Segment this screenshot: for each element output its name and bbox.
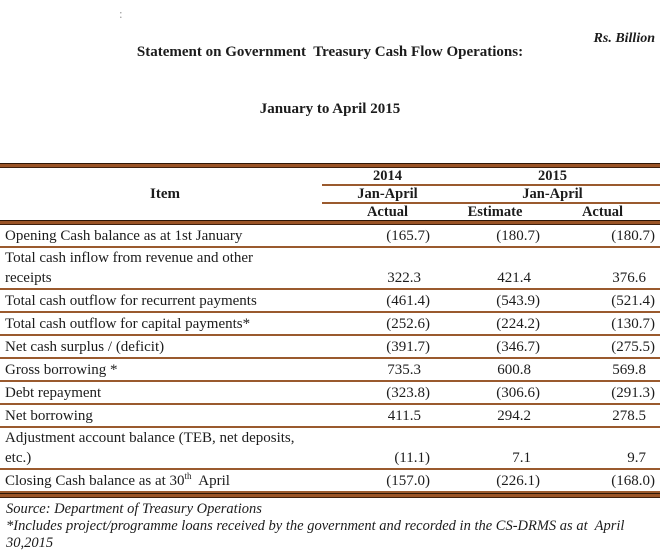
row-value: 569.8 (612, 362, 646, 378)
table-row (0, 313, 660, 336)
table-footer (0, 498, 660, 552)
table-row (0, 336, 660, 359)
table-row (0, 382, 660, 405)
table-body (0, 225, 660, 493)
header-year-columns (330, 168, 660, 220)
row-value: (226.1) (496, 473, 540, 489)
row-item-label: Net cash surplus / (deficit) (5, 339, 165, 355)
title-line-1: Statement on Government Treasury Cash Flow Operations: (136, 44, 524, 60)
row-value: 9.7 (627, 450, 646, 466)
row-value: (461.4) (386, 293, 430, 309)
row-value: (306.6) (496, 385, 540, 401)
row-value: 376.6 (612, 270, 646, 286)
period-header-2014: Jan-April (357, 186, 418, 202)
table-row (0, 225, 660, 248)
row-item-label: Net borrowing (5, 408, 93, 424)
row-value: 322.3 (387, 270, 421, 286)
table-row (0, 359, 660, 382)
row-value: (157.0) (386, 473, 430, 489)
col-header-actual-2014: Actual (366, 204, 409, 220)
row-item-label: Adjustment account balance (TEB, net deposits, etc.) (5, 430, 295, 466)
row-value: (521.4) (611, 293, 655, 309)
year-header-2014: 2014 (373, 168, 402, 184)
row-item-label: Total cash inflow from revenue and other receipts (5, 250, 254, 286)
row-item-label: Total cash outflow for capital payments* (5, 316, 251, 332)
row-item-label: Total cash outflow for recurrent payments (5, 293, 257, 309)
table-row (0, 470, 660, 493)
row-value: (275.5) (611, 339, 655, 355)
row-value: (224.2) (496, 316, 540, 332)
row-value: (346.7) (496, 339, 540, 355)
period-header-row (330, 186, 660, 202)
row-value: (11.1) (394, 450, 430, 466)
table-row (0, 428, 660, 470)
title-colon-artifact: : (119, 6, 123, 21)
table-header (0, 168, 660, 220)
source-note: Source: Department of Treasury Operations (6, 501, 262, 517)
col-header-actual-2015: Actual (581, 204, 624, 220)
row-value: (168.0) (611, 473, 655, 489)
year-header-row (330, 168, 660, 184)
row-value: (543.9) (496, 293, 540, 309)
year-header-2015: 2015 (538, 168, 567, 184)
col-header-estimate-2015: Estimate (467, 204, 523, 220)
ordinal-superscript: th (184, 471, 192, 481)
row-item-label: Opening Cash balance as at 1st January (5, 228, 243, 244)
footnote-line-2: 30,2015 (6, 535, 54, 551)
row-value: (252.6) (386, 316, 430, 332)
row-value: 278.5 (612, 408, 646, 424)
row-value: (165.7) (386, 228, 430, 244)
table-row (0, 248, 660, 290)
row-value: 735.3 (387, 362, 421, 378)
row-value: (180.7) (496, 228, 540, 244)
table-row (0, 405, 660, 428)
row-value: (323.8) (386, 385, 430, 401)
row-value: 421.4 (497, 270, 531, 286)
row-value: 411.5 (387, 408, 421, 424)
item-column-header: Item (150, 185, 180, 202)
row-value: (291.3) (611, 385, 655, 401)
row-value: 600.8 (497, 362, 531, 378)
row-value: 7.1 (512, 450, 531, 466)
row-value: 294.2 (497, 408, 531, 424)
row-item-label: Closing Cash balance as at 30th April (5, 471, 230, 489)
document-title (0, 0, 660, 157)
table-row (0, 290, 660, 313)
unit-label: Rs. Billion (593, 31, 655, 46)
period-header-2015: Jan-April (522, 186, 583, 202)
row-item-label: Gross borrowing * (5, 362, 118, 378)
title-line-2: January to April 2015 (259, 101, 401, 117)
row-value: (391.7) (386, 339, 430, 355)
row-item-label: Debt repayment (5, 385, 102, 401)
measure-header-row (330, 204, 660, 220)
row-value: (180.7) (611, 228, 655, 244)
footnote-line-1: *Includes project/programme loans received by the government and recorded in the CS-DRMS as at April (6, 518, 625, 534)
row-value: (130.7) (611, 316, 655, 332)
